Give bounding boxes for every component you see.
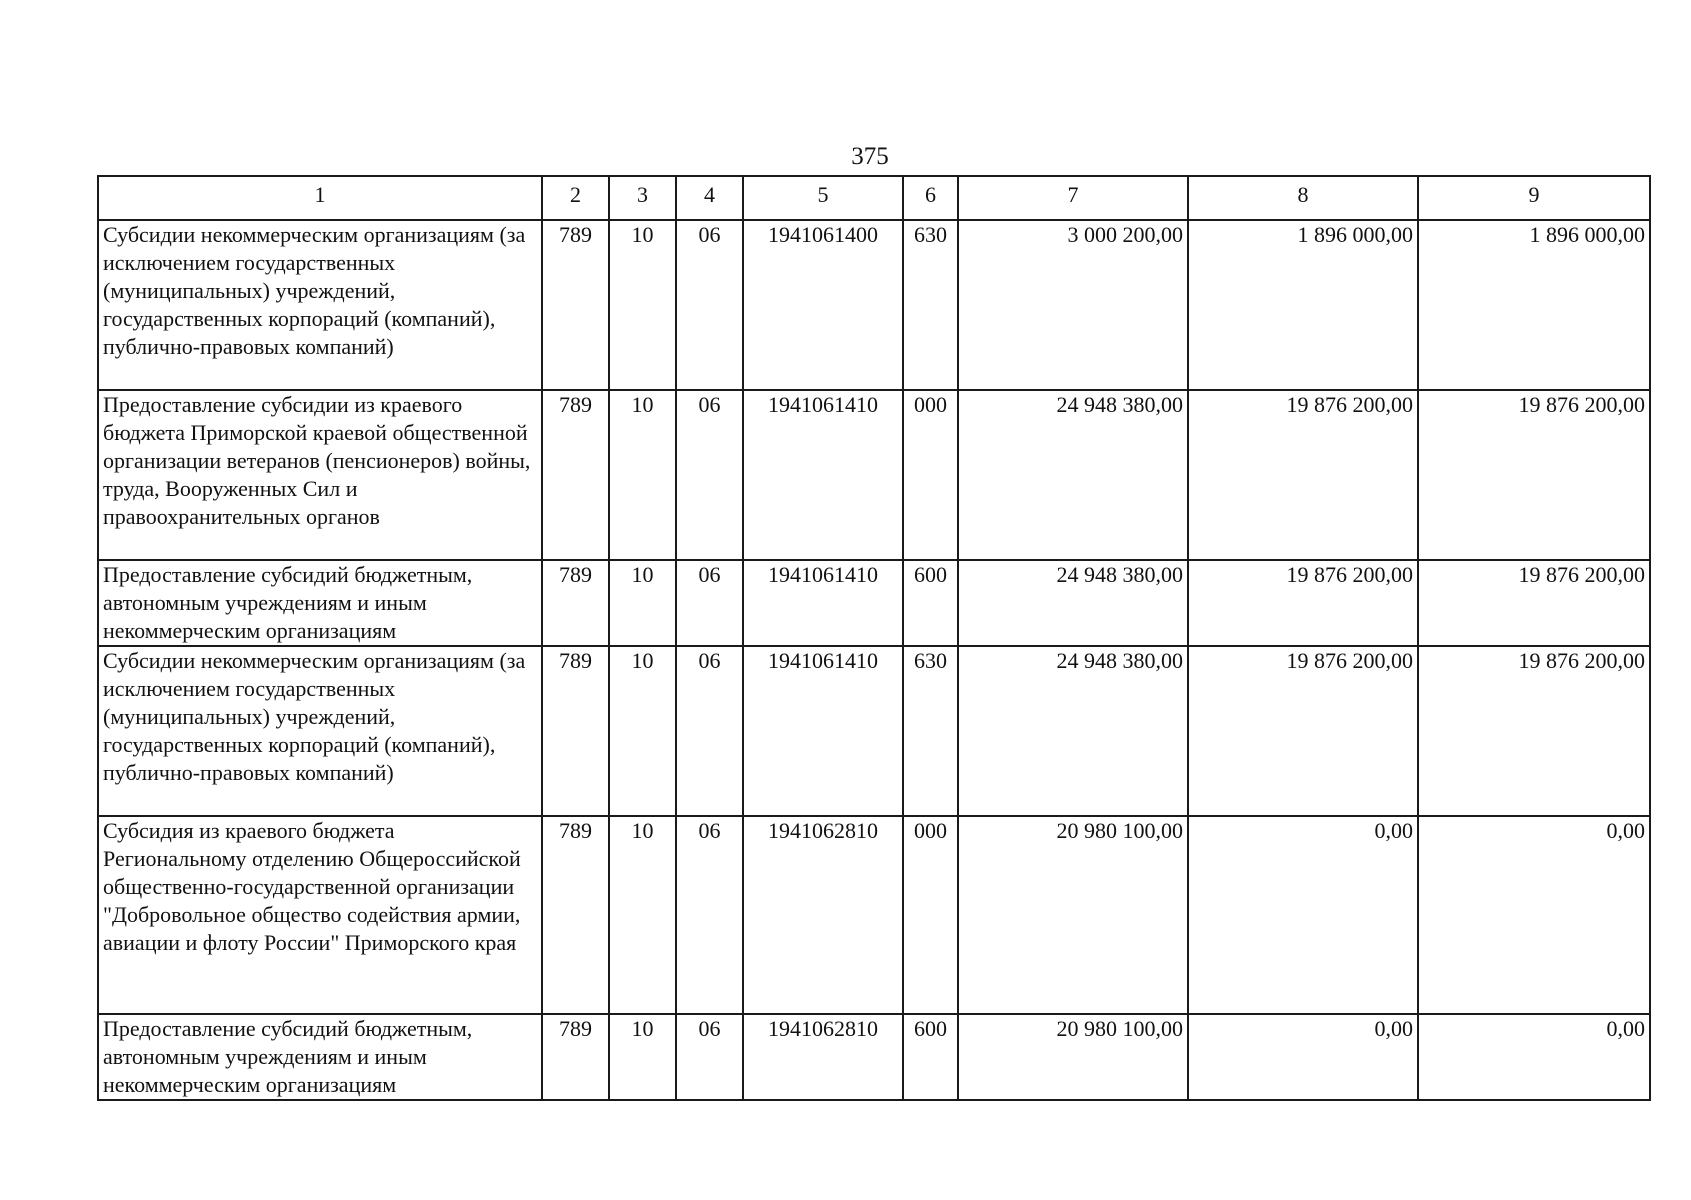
row-code-4: 06 bbox=[676, 560, 743, 646]
table-row bbox=[98, 646, 1650, 816]
table-row bbox=[98, 220, 1650, 390]
row-code-2: 789 bbox=[542, 560, 609, 646]
row-amount-9: 19 876 200,00 bbox=[1418, 390, 1650, 560]
row-code-5: 1941061410 bbox=[743, 560, 903, 646]
row-code-5: 1941061410 bbox=[743, 646, 903, 816]
row-code-2: 789 bbox=[542, 1014, 609, 1100]
row-amount-7: 3 000 200,00 bbox=[958, 220, 1188, 390]
row-amount-7: 20 980 100,00 bbox=[958, 816, 1188, 1014]
table-row bbox=[98, 1014, 1650, 1100]
budget-table bbox=[97, 175, 1651, 1101]
row-amount-8: 1 896 000,00 bbox=[1188, 220, 1418, 390]
row-amount-9: 0,00 bbox=[1418, 1014, 1650, 1100]
column-header-6: 6 bbox=[903, 176, 958, 220]
row-code-6: 600 bbox=[903, 560, 958, 646]
row-name-cell: Предоставление субсидий бюджетным, автономным учреждениям и иным некоммерческим организациям bbox=[98, 560, 542, 646]
row-code-5: 1941062810 bbox=[743, 1014, 903, 1100]
table-header-row bbox=[98, 176, 1650, 220]
row-code-6: 000 bbox=[903, 390, 958, 560]
row-code-6: 000 bbox=[903, 816, 958, 1014]
table-row bbox=[98, 560, 1650, 646]
row-amount-8: 19 876 200,00 bbox=[1188, 390, 1418, 560]
row-name-cell: Субсидии некоммерческим организациям (за исключением государственных (муниципальных) учреждений, государственных корпораций (компаний), публично-правовых компаний) bbox=[98, 646, 542, 816]
row-name-cell: Субсидия из краевого бюджета Региональному отделению Общероссийской общественно-государственной организации "Добровольное общество содействия армии, авиации и флоту России" Приморского края bbox=[98, 816, 542, 1014]
row-code-2: 789 bbox=[542, 220, 609, 390]
row-amount-8: 19 876 200,00 bbox=[1188, 646, 1418, 816]
row-code-3: 10 bbox=[609, 646, 676, 816]
row-code-4: 06 bbox=[676, 220, 743, 390]
row-amount-7: 24 948 380,00 bbox=[958, 560, 1188, 646]
row-code-2: 789 bbox=[542, 646, 609, 816]
column-header-5: 5 bbox=[743, 176, 903, 220]
row-name-cell: Предоставление субсидий бюджетным, автономным учреждениям и иным некоммерческим организациям bbox=[98, 1014, 542, 1100]
row-code-4: 06 bbox=[676, 646, 743, 816]
row-amount-9: 0,00 bbox=[1418, 816, 1650, 1014]
column-header-7: 7 bbox=[958, 176, 1188, 220]
row-code-6: 630 bbox=[903, 646, 958, 816]
row-code-4: 06 bbox=[676, 390, 743, 560]
column-header-1: 1 bbox=[98, 176, 542, 220]
row-amount-9: 19 876 200,00 bbox=[1418, 646, 1650, 816]
column-header-8: 8 bbox=[1188, 176, 1418, 220]
row-amount-8: 0,00 bbox=[1188, 1014, 1418, 1100]
row-code-5: 1941061410 bbox=[743, 390, 903, 560]
row-code-4: 06 bbox=[676, 816, 743, 1014]
row-amount-8: 0,00 bbox=[1188, 816, 1418, 1014]
column-header-9: 9 bbox=[1418, 176, 1650, 220]
row-name-cell: Предоставление субсидии из краевого бюджета Приморской краевой общественной организации ветеранов (пенсионеров) войны, труда, Вооруженных Сил и правоохранительных органов bbox=[98, 390, 542, 560]
row-code-2: 789 bbox=[542, 390, 609, 560]
row-code-3: 10 bbox=[609, 816, 676, 1014]
row-code-3: 10 bbox=[609, 220, 676, 390]
table-row bbox=[98, 390, 1650, 560]
row-amount-7: 20 980 100,00 bbox=[958, 1014, 1188, 1100]
table-row bbox=[98, 816, 1650, 1014]
page-number: 375 bbox=[851, 143, 889, 170]
row-amount-9: 19 876 200,00 bbox=[1418, 560, 1650, 646]
row-amount-7: 24 948 380,00 bbox=[958, 390, 1188, 560]
row-code-6: 630 bbox=[903, 220, 958, 390]
row-code-3: 10 bbox=[609, 560, 676, 646]
row-code-3: 10 bbox=[609, 390, 676, 560]
row-code-3: 10 bbox=[609, 1014, 676, 1100]
column-header-3: 3 bbox=[609, 176, 676, 220]
row-code-4: 06 bbox=[676, 1014, 743, 1100]
row-code-5: 1941062810 bbox=[743, 816, 903, 1014]
row-amount-9: 1 896 000,00 bbox=[1418, 220, 1650, 390]
row-amount-7: 24 948 380,00 bbox=[958, 646, 1188, 816]
column-header-2: 2 bbox=[542, 176, 609, 220]
row-amount-8: 19 876 200,00 bbox=[1188, 560, 1418, 646]
row-name-cell: Субсидии некоммерческим организациям (за исключением государственных (муниципальных) учреждений, государственных корпораций (компаний), публично-правовых компаний) bbox=[98, 220, 542, 390]
row-code-5: 1941061400 bbox=[743, 220, 903, 390]
row-code-2: 789 bbox=[542, 816, 609, 1014]
row-code-6: 600 bbox=[903, 1014, 958, 1100]
column-header-4: 4 bbox=[676, 176, 743, 220]
